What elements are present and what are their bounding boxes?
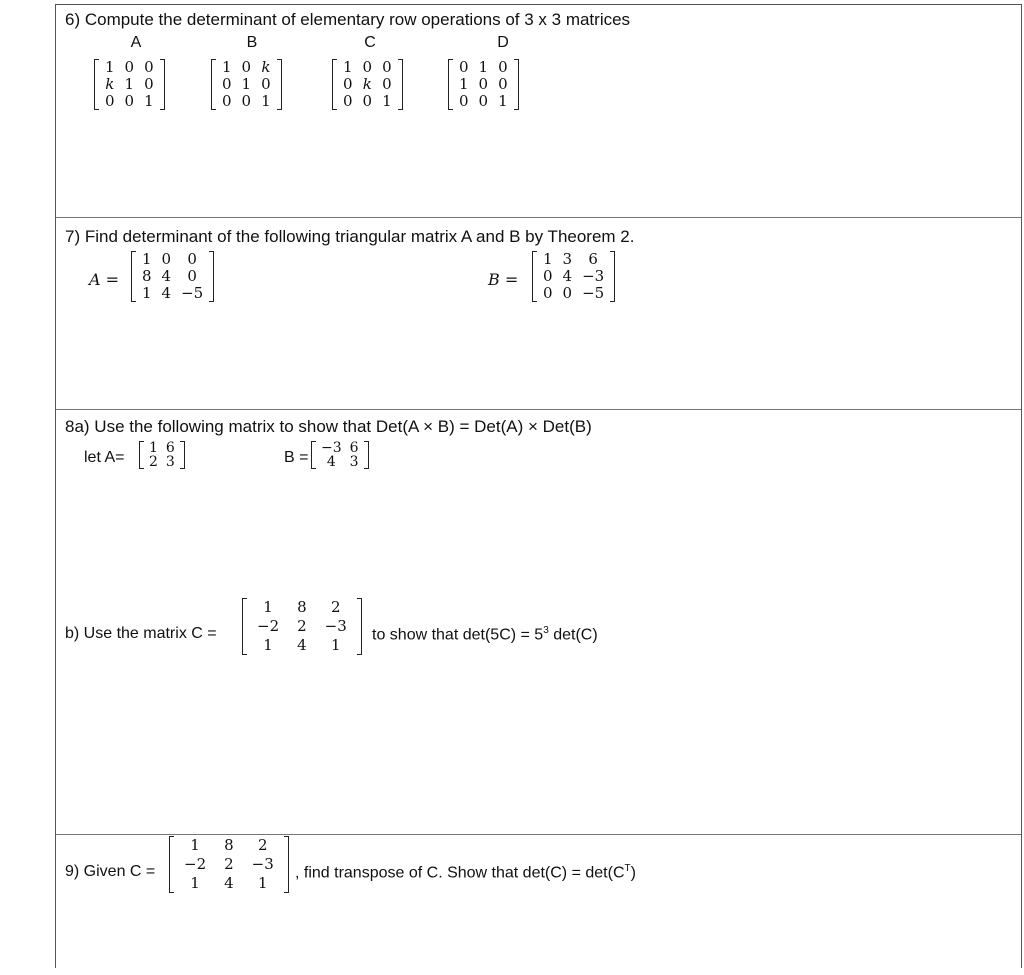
matrix-entry: 1 bbox=[261, 92, 271, 110]
question-6-cell bbox=[56, 5, 1021, 218]
matrix-entry: 1 bbox=[498, 92, 508, 110]
matrix-6d bbox=[448, 59, 519, 110]
matrix-entry: 0 bbox=[362, 58, 373, 76]
matrix-entry: 0 bbox=[105, 92, 115, 110]
matrix-entry: 1 bbox=[257, 874, 268, 892]
matrix-entry: 1 bbox=[543, 250, 553, 268]
matrix-entry: 0 bbox=[241, 58, 252, 76]
matrix-entry: 4 bbox=[562, 267, 573, 285]
matrix-entry: 0 bbox=[382, 58, 392, 76]
matrix-entry: 0 bbox=[187, 250, 197, 268]
matrix-entry: 0 bbox=[144, 75, 154, 93]
matrix-entry: 0 bbox=[543, 284, 553, 302]
label-b: B bbox=[246, 34, 258, 51]
matrix-entry: 0 bbox=[222, 75, 232, 93]
matrix-entry: 4 bbox=[326, 454, 336, 470]
matrix-entry: 8 bbox=[297, 598, 307, 616]
matrix-entry: −5 bbox=[582, 284, 605, 302]
matrix-entry: 4 bbox=[161, 267, 172, 285]
matrix-entry: 8 bbox=[224, 836, 234, 854]
matrix-entry: −3 bbox=[321, 440, 342, 456]
matrix-entry: 1 bbox=[142, 250, 152, 268]
matrix-entry: 1 bbox=[105, 58, 115, 76]
matrix-8a bbox=[139, 441, 185, 469]
matrix-entry: 1 bbox=[222, 58, 232, 76]
matrix-entry: 2 bbox=[297, 617, 307, 635]
matrix-b-label: B = bbox=[488, 270, 519, 289]
matrix-entry: 2 bbox=[257, 836, 268, 854]
matrix-entry: 1 bbox=[241, 75, 252, 93]
matrix-entry: 2 bbox=[224, 855, 234, 873]
matrix-entry: 6 bbox=[165, 440, 175, 456]
matrix-entry: 1 bbox=[263, 598, 273, 616]
matrix-entry: 0 bbox=[478, 75, 489, 93]
matrix-b-label: B = bbox=[284, 449, 309, 466]
matrix-9c bbox=[169, 836, 289, 893]
matrix-entry: 1 bbox=[382, 92, 392, 110]
matrix-entry: 1 bbox=[124, 75, 135, 93]
matrix-entry: 4 bbox=[297, 636, 307, 654]
matrix-entry: 3 bbox=[562, 250, 573, 268]
matrix-entry: 0 bbox=[382, 75, 392, 93]
label-a: A bbox=[130, 34, 142, 51]
matrix-6b bbox=[211, 59, 282, 110]
matrix-6c bbox=[332, 59, 403, 110]
matrix-entry: 0 bbox=[362, 92, 373, 110]
triangular-matrix-b bbox=[532, 251, 615, 302]
matrix-entry: −3 bbox=[582, 267, 605, 285]
matrix-entry: 0 bbox=[498, 58, 508, 76]
question-9-suffix: , find transpose of C. Show that $\det(C) = \det(C^T)$ bbox=[295, 863, 636, 882]
matrix-entry: 6 bbox=[349, 440, 359, 456]
matrix-entry: 6 bbox=[588, 250, 598, 268]
triangular-matrix-a bbox=[131, 251, 214, 302]
matrix-entry: 8 bbox=[142, 267, 152, 285]
matrix-8b bbox=[311, 441, 369, 469]
matrix-entry: 2 bbox=[149, 454, 158, 470]
question-8b-suffix: to show that $\det(5C) = 5^3$ det(C) bbox=[372, 625, 598, 644]
matrix-entry: 0 bbox=[222, 92, 232, 110]
question-9-prefix: 9) Given C = bbox=[65, 863, 156, 880]
matrix-entry: 0 bbox=[459, 92, 469, 110]
matrix-entry: 1 bbox=[459, 75, 469, 93]
matrix-entry: −2 bbox=[257, 617, 280, 635]
question-8b-prefix: b) Use the matrix C = bbox=[65, 625, 217, 642]
question-7-cell bbox=[56, 218, 1021, 410]
matrix-entry: −5 bbox=[181, 284, 204, 302]
matrix-entry: 1 bbox=[343, 58, 353, 76]
matrix-entry: 0 bbox=[498, 75, 508, 93]
matrix-entry: 1 bbox=[330, 636, 341, 654]
matrix-entry: 0 bbox=[261, 75, 271, 93]
matrix-entry: 1 bbox=[263, 636, 273, 654]
matrix-entry: 3 bbox=[349, 454, 359, 470]
matrix-entry: 2 bbox=[330, 598, 341, 616]
matrix-entry: 0 bbox=[478, 92, 489, 110]
question-8a-title: 8a) Use the following matrix to show that Det(A × B) = Det(A) × Det(B) bbox=[65, 417, 592, 436]
matrix-8c bbox=[242, 598, 362, 655]
matrix-entry: 0 bbox=[124, 58, 135, 76]
matrix-entry: 0 bbox=[562, 284, 573, 302]
matrix-entry: 0 bbox=[543, 267, 553, 285]
matrix-entry: 1 bbox=[144, 92, 154, 110]
matrix-entry: 1 bbox=[190, 874, 200, 892]
matrix-a-label: let A= bbox=[84, 449, 125, 466]
matrix-entry: 0 bbox=[343, 92, 353, 110]
question-6-title: 6) Compute the determinant of elementary row operations of 3 x 3 matrices bbox=[65, 10, 631, 29]
question-7-title: 7) Find determinant of the following triangular matrix A and B by Theorem 2. bbox=[65, 227, 635, 246]
matrix-entry: 3 bbox=[165, 454, 175, 470]
matrix-6a bbox=[94, 59, 165, 110]
matrix-entry: 1 bbox=[149, 440, 158, 456]
matrix-entry: −2 bbox=[184, 855, 207, 873]
worksheet bbox=[55, 4, 1022, 968]
matrix-entry: −3 bbox=[251, 855, 274, 873]
question-9-cell bbox=[56, 835, 1021, 975]
label-c: C bbox=[364, 34, 376, 51]
matrix-entry: 1 bbox=[478, 58, 489, 76]
matrix-entry: 0 bbox=[241, 92, 252, 110]
matrix-entry: 0 bbox=[161, 250, 172, 268]
matrix-entry: 0 bbox=[343, 75, 353, 93]
question-8-cell bbox=[56, 410, 1021, 835]
matrix-entry: 0 bbox=[144, 58, 154, 76]
matrix-entry: 0 bbox=[124, 92, 135, 110]
matrix-a-label: A = bbox=[89, 270, 120, 289]
matrix-entry: 4 bbox=[161, 284, 172, 302]
matrix-entry: k bbox=[261, 58, 271, 76]
matrix-entry: k bbox=[105, 75, 115, 93]
matrix-entry: −3 bbox=[324, 617, 347, 635]
matrix-entry: 4 bbox=[224, 874, 234, 892]
matrix-entry: 0 bbox=[459, 58, 469, 76]
label-d: D bbox=[497, 34, 509, 51]
matrix-entry: 1 bbox=[142, 284, 152, 302]
matrix-entry: k bbox=[362, 75, 372, 93]
matrix-entry: 0 bbox=[187, 267, 197, 285]
matrix-entry: 1 bbox=[190, 836, 200, 854]
